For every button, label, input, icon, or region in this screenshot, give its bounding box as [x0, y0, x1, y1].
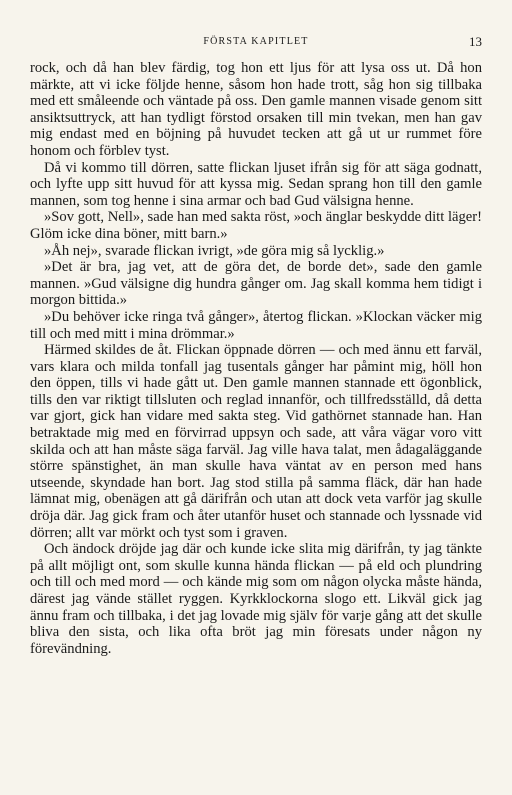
- page-header: [30, 34, 482, 52]
- paragraph: Och ändock dröjde jag där och kunde icke slita mig därifrån, ty jag tänkte på allt möjligt ont, som skulle kunna hända flickan — på eld och plundring och till och med mord — och kände mig som om någon olycka måste hända, därest jag vände stället ryggen. Kyrkklockorna slogo ett. Likväl gick jag ännu fram och tillbaka, i det jag lovade mig själv för varje gång att det skulle bliva den sista, och lika ofta bröt jag min föresats under någon ny förevändning.: [30, 541, 482, 657]
- paragraph: rock, och då han blev färdig, tog hon ett ljus för att lysa oss ut. Då hon märkte, att vi icke följde henne, såsom hon hade trott, såg hon sig tillbaka med ett småleende och väntade på oss. Den gamle mannen visade genom sitt ansiktsuttryck, att han tydligt förstod orsaken till min tvekan, men han gav mig endast med en böjning på huvudet tecken att gå ut ur rummet före honom och förblev tyst.: [30, 60, 482, 159]
- running-head: FÖRSTA KAPITLET: [203, 36, 309, 47]
- book-page: [30, 34, 482, 657]
- paragraph: »Sov gott, Nell», sade han med sakta röst, »och änglar beskydde ditt läger! Glöm icke dina böner, mitt barn.»: [30, 209, 482, 242]
- body-text: [30, 60, 482, 657]
- paragraph: »Du behöver icke ringa två gånger», återtog flickan. »Klockan väcker mig till och med mitt i mina drömmar.»: [30, 308, 482, 342]
- paragraph: Då vi kommo till dörren, satte flickan ljuset ifrån sig för att säga godnatt, och lyfte upp sitt huvud för att kyssa mig. Sedan sprang hon till den gamle mannen, som tog henne i sina armar och bad Gud välsigna henne.: [30, 159, 482, 209]
- paragraph: Härmed skildes de åt. Flickan öppnade dörren — och med ännu ett farväl, vars klara och milda tonfall jag tusentals gånger har påmint mig, höll hon den öppen, tills vi hade gått ut. Den gamle mannen stannade ett ögonblick, tills den var riktigt tillsluten och reglad innanför, och tillfredsställd, då detta var gjort, gick han vidare med sakta steg. Vid gathörnet stannade han. Han betraktade mig med en förvirrad uppsyn och sade, att våra vägar voro vitt skilda och att han måste säga farväl. Jag ville hava talat, men ådagaläggande större spänstighet, än man skulle hava väntat av en person med hans utseende, skyndade han bort. Jag stod stilla på samma fläck, där han hade lämnat mig, obenägen att gå därifrån och utan att dock veta varför jag skulle dröja där. Jag gick fram och åter utanför huset och stannade och lyssnade vid dörren; allt var mörkt och tyst som i graven.: [30, 342, 482, 541]
- paragraph: »Det är bra, jag vet, att de göra det, de borde det», sade den gamle mannen. »Gud välsigne dig hundra gånger om. Jag skall komma hem tidigt i morgon bittida.»: [30, 259, 482, 309]
- page-number: 13: [469, 34, 482, 49]
- paragraph: »Åh nej», svarade flickan ivrigt, »de göra mig så lycklig.»: [44, 242, 385, 259]
